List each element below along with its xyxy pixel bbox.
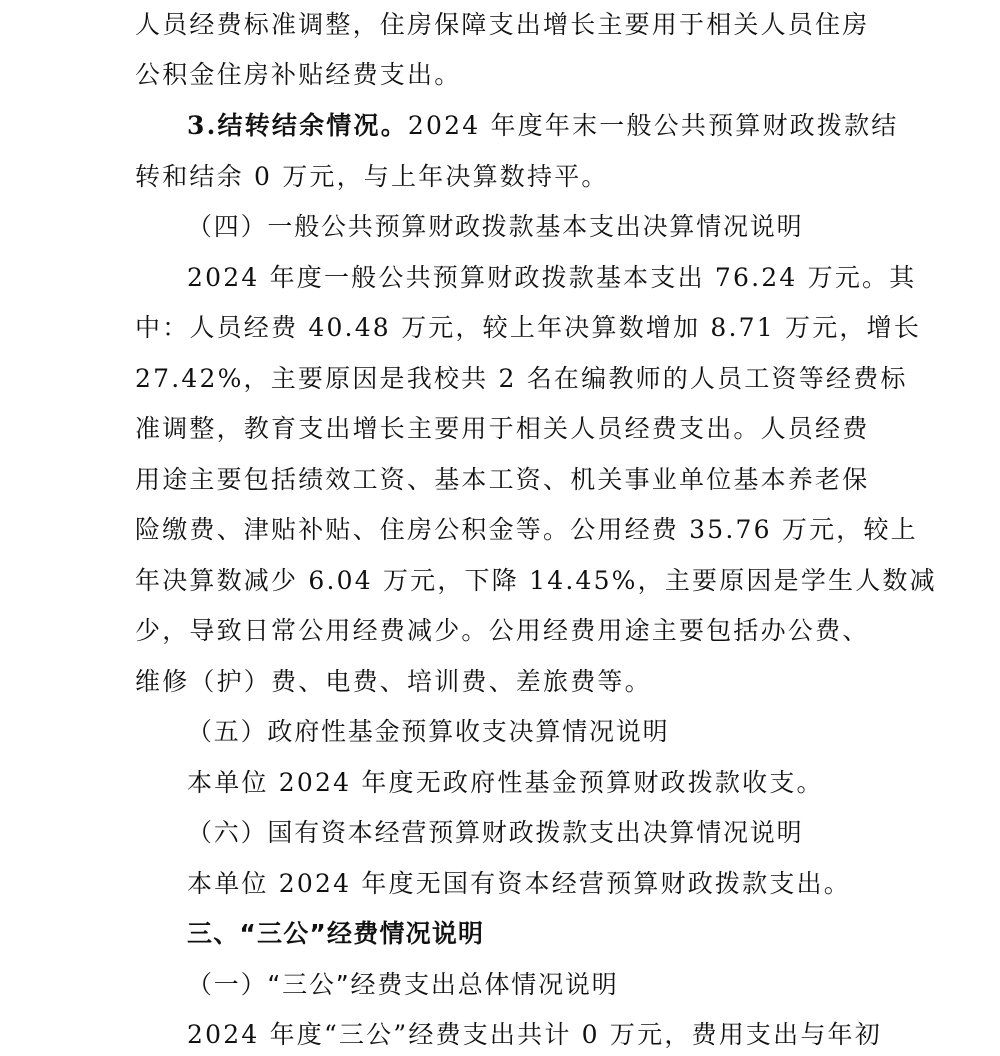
section-heading: （五）政府性基金预算收支决算情况说明: [187, 717, 670, 746]
subsection-title: 3.结转结余情况。: [187, 111, 408, 140]
paragraph-line: 公积金住房补贴经费支出。: [135, 60, 462, 89]
paragraph-line: 27.42%，主要原因是我校共 2 名在编教师的人员工资等经费标: [135, 364, 908, 393]
paragraph-line: 本单位 2024 年度无国有资本经营预算财政拨款支出。: [187, 869, 851, 898]
paragraph-line: 本单位 2024 年度无政府性基金预算财政拨款收支。: [187, 768, 824, 797]
paragraph-line: 2024 年度一般公共预算财政拨款基本支出 76.24 万元。其: [187, 263, 917, 292]
paragraph-line: 准调整，教育支出增长主要用于相关人员经费支出。人员经费: [135, 414, 870, 443]
paragraph-line: 险缴费、津贴补贴、住房公积金等。公用经费 35.76 万元，较上: [135, 515, 918, 544]
chapter-heading: 三、“三公”经费情况说明: [187, 919, 485, 948]
paragraph-line: 人员经费标准调整，住房保障支出增长主要用于相关人员住房: [135, 10, 870, 39]
paragraph-line: 2024 年度“三公”经费支出共计 0 万元，费用支出与年初: [187, 1020, 882, 1049]
paragraph-line: 维修（护）费、电费、培训费、差旅费等。: [135, 667, 652, 696]
paragraph-line: 用途主要包括绩效工资、基本工资、机关事业单位基本养老保: [135, 465, 870, 494]
section-heading: （四）一般公共预算财政拨款基本支出决算情况说明: [187, 212, 804, 241]
subsection-line: [187, 109, 898, 143]
paragraph-line: 中：人员经费 40.48 万元，较上年决算数增加 8.71 万元，增长: [135, 313, 922, 342]
paragraph-text: 2024 年度年末一般公共预算财政拨款结: [407, 111, 899, 140]
section-heading: （六）国有资本经营预算财政拨款支出决算情况说明: [187, 818, 804, 847]
paragraph-line: 年决算数减少 6.04 万元，下降 14.45%，主要原因是学生人数减: [135, 566, 937, 595]
section-heading: （一）“三公”经费支出总体情况说明: [187, 970, 619, 999]
paragraph-line: 少，导致日常公用经费减少。公用经费用途主要包括办公费、: [135, 616, 870, 645]
paragraph-line: 转和结余 0 万元，与上年决算数持平。: [135, 162, 609, 191]
